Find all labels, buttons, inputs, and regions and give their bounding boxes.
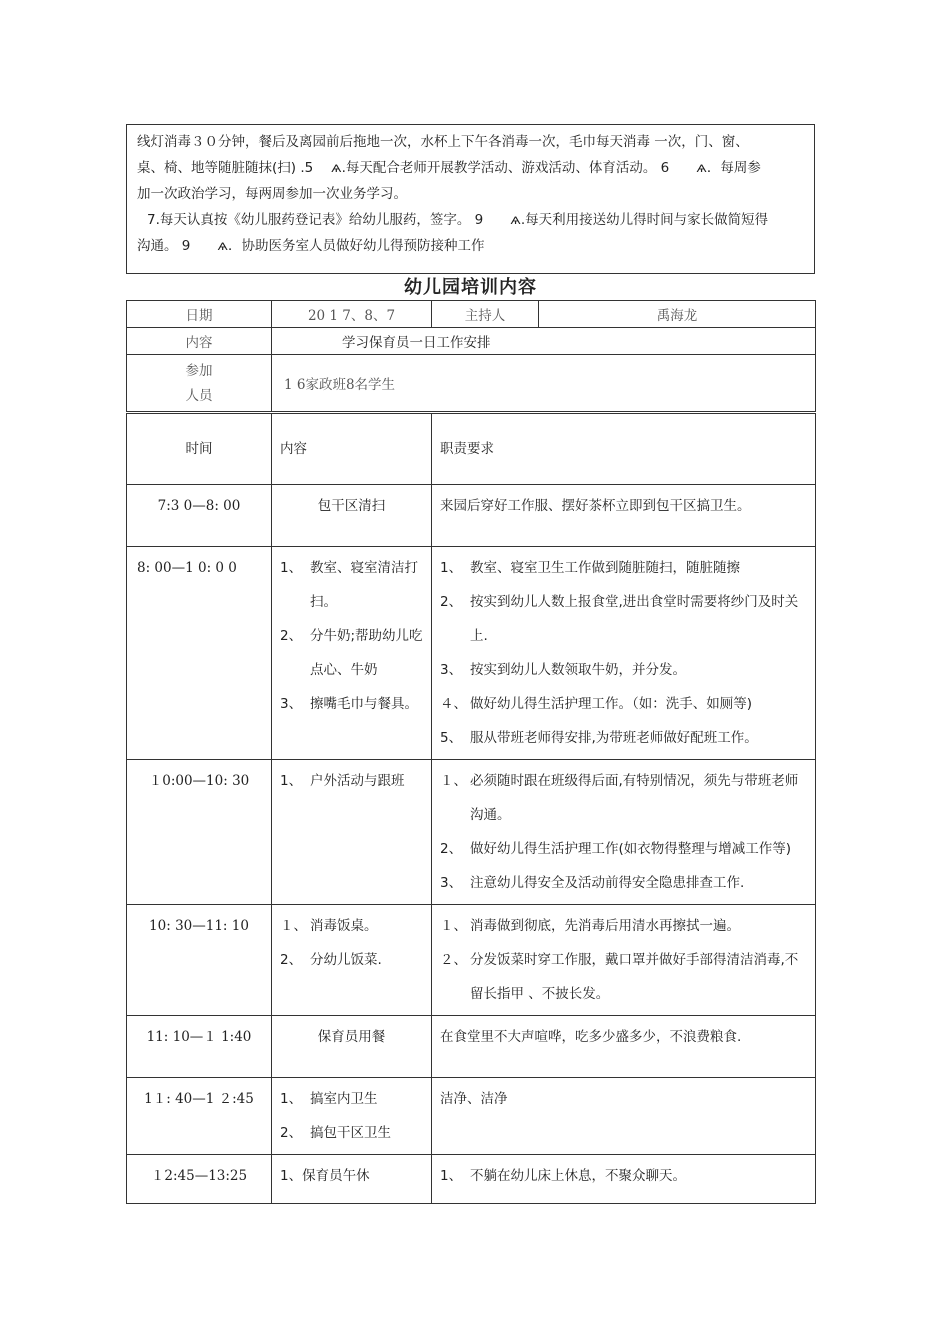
list-item — [440, 943, 807, 1011]
duty-cell — [432, 547, 816, 760]
content-cell — [272, 760, 432, 905]
list-item — [280, 619, 423, 687]
item-text: 必须随时跟在班级得后面,有特别情况，须先与带班老师沟通。 — [470, 773, 799, 823]
item-number: 1、 — [440, 1168, 463, 1184]
list-item — [440, 721, 807, 755]
host-label: 主持人 — [432, 301, 539, 328]
date-value: 20 1 7、8、7 — [272, 301, 432, 328]
time-cell: 10: 30—11: 10 — [127, 905, 272, 1016]
list-item — [280, 551, 423, 619]
item-number: 2、 — [440, 841, 463, 857]
column-header-duty: 职责要求 — [432, 414, 816, 485]
item-text: 做好幼儿得生活护理工作。（如：洗手、如厕等) — [470, 696, 753, 712]
list-item — [440, 585, 807, 653]
list-item — [440, 764, 807, 832]
duty-cell: 洁净、洁净 — [432, 1078, 816, 1155]
list-item — [440, 909, 807, 943]
item-number: １、 — [280, 918, 307, 934]
item-number: 3、 — [440, 662, 463, 678]
list-item — [440, 687, 807, 721]
intro-line: 线灯消毒３０分钟，餐后及离园前后拖地一次，水杯上下午各消毒一次，毛巾每天消毒 一次，门、窗、 — [137, 134, 749, 150]
duty-cell — [432, 905, 816, 1016]
item-text: 做好幼儿得生活护理工作(如衣物得整理与增减工作等) — [470, 841, 792, 857]
list-item — [280, 687, 423, 721]
content-cell — [272, 905, 432, 1016]
item-number: 2、 — [280, 628, 303, 644]
intro-line: 加一次政治学习，每两周参加一次业务学习。 — [137, 186, 407, 202]
schedule-table — [126, 413, 816, 1204]
content-cell: 包干区清扫 — [272, 485, 432, 547]
content-value: 学习保育员一日工作安排 — [272, 328, 816, 355]
item-text: 搞包干区卫生 — [310, 1125, 391, 1141]
content-cell — [272, 1078, 432, 1155]
time-cell: 11: 10—１ 1:40 — [127, 1016, 272, 1078]
duty-cell: 在食堂里不大声喧哗，吃多少盛多少，不浪费粮食. — [432, 1016, 816, 1078]
item-text: 分牛奶;帮助幼儿吃点心、牛奶 — [310, 628, 423, 678]
item-text: 服从带班老师得安排,为带班老师做好配班工作。 — [470, 730, 758, 746]
duty-cell — [432, 1155, 816, 1204]
time-cell: １2:45—13:25 — [127, 1155, 272, 1204]
column-header-content: 内容 — [272, 414, 432, 485]
time-cell: 1１: 40—1 ２:45 — [127, 1078, 272, 1155]
item-text: 教室、寝室卫生工作做到随脏随扫，随脏随擦 — [470, 560, 740, 576]
item-number: １、 — [440, 773, 467, 789]
members-value: 1 6家政班8名学生 — [272, 355, 816, 412]
table-row — [127, 547, 816, 760]
item-number: ４、 — [440, 696, 467, 712]
members-label-line: 参加 — [185, 363, 213, 379]
item-text: 分发饭菜时穿工作服，戴口罩并做好手部得清洁消毒,不留长指甲 、不披长发。 — [470, 952, 799, 1002]
duty-cell — [432, 760, 816, 905]
list-item — [440, 551, 807, 585]
item-number: 5、 — [440, 730, 463, 746]
item-text: 擦嘴毛巾与餐具。 — [310, 696, 418, 712]
table-row — [127, 485, 816, 547]
intro-line: 7.每天认真按《幼儿服药登记表》给幼儿服药，签字。 9 ѧ.每天利用接送幼儿得时间与家长做简短得 — [147, 212, 769, 228]
training-info-table — [126, 300, 816, 412]
table-row — [127, 1078, 816, 1155]
content-cell: 1、保育员午休 — [272, 1155, 432, 1204]
list-item — [280, 1116, 423, 1150]
item-number: 1、 — [280, 773, 303, 789]
date-label: 日期 — [127, 301, 272, 328]
intro-line: 桌、椅、地等随脏随抹(扫) .5 ѧ.每天配合老师开展教学活动、游戏活动、体育活动。 6 ѧ．每周参 — [137, 160, 761, 176]
item-text: 按实到幼儿人数领取牛奶，并分发。 — [470, 662, 686, 678]
content-cell: 保育员用餐 — [272, 1016, 432, 1078]
list-item — [280, 909, 423, 943]
item-text: 消毒饭桌。 — [310, 918, 378, 934]
table-row — [127, 1016, 816, 1078]
members-label — [127, 355, 272, 412]
item-number: 2、 — [280, 952, 303, 968]
list-item — [280, 1082, 423, 1116]
item-text: 消毒做到彻底，先消毒后用清水再擦拭一遍。 — [470, 918, 740, 934]
item-number: 2、 — [280, 1125, 303, 1141]
schedule-header-row — [127, 414, 816, 485]
list-item — [440, 653, 807, 687]
host-value: 禹海龙 — [539, 301, 816, 328]
item-number: 2、 — [440, 594, 463, 610]
item-text: 注意幼儿得安全及活动前得安全隐患排查工作. — [470, 875, 745, 891]
intro-line: 沟通。 9 ѧ．协助医务室人员做好幼儿得预防接种工作 — [137, 238, 485, 254]
item-number: 1、 — [440, 560, 463, 576]
item-number: 1、 — [280, 1091, 303, 1107]
intro-text-box — [126, 124, 815, 274]
item-text: 教室、寝室清洁打扫。 — [310, 560, 418, 610]
time-cell: 8: 00—1 0: 0 0 — [127, 547, 272, 760]
item-number: 3、 — [440, 875, 463, 891]
duty-cell: 来园后穿好工作服、摆好茶杯立即到包干区搞卫生。 — [432, 485, 816, 547]
table-row — [127, 760, 816, 905]
document-title: 幼儿园培训内容 — [404, 277, 537, 298]
item-text: 不躺在幼儿床上休息，不聚众聊天。 — [470, 1168, 686, 1184]
list-item — [280, 943, 423, 977]
item-number: 1、 — [280, 560, 303, 576]
content-cell — [272, 547, 432, 760]
list-item — [440, 832, 807, 866]
time-cell: 7:3 0—8: 00 — [127, 485, 272, 547]
item-number: ２、 — [440, 952, 467, 968]
table-row — [127, 905, 816, 1016]
list-item — [280, 764, 423, 798]
column-header-time: 时间 — [127, 414, 272, 485]
time-cell: １0:00—10: 30 — [127, 760, 272, 905]
table-row — [127, 1155, 816, 1204]
members-label-line: 人员 — [185, 388, 213, 404]
list-item — [440, 1159, 807, 1193]
list-item — [440, 866, 807, 900]
item-number: １、 — [440, 918, 467, 934]
item-text: 分幼儿饭菜. — [310, 952, 382, 968]
item-text: 按实到幼儿人数上报食堂,进出食堂时需要将纱门及时关上. — [470, 594, 799, 644]
content-label: 内容 — [127, 328, 272, 355]
item-number: 3、 — [280, 696, 303, 712]
item-text: 搞室内卫生 — [310, 1091, 378, 1107]
item-text: 户外活动与跟班 — [310, 773, 405, 789]
